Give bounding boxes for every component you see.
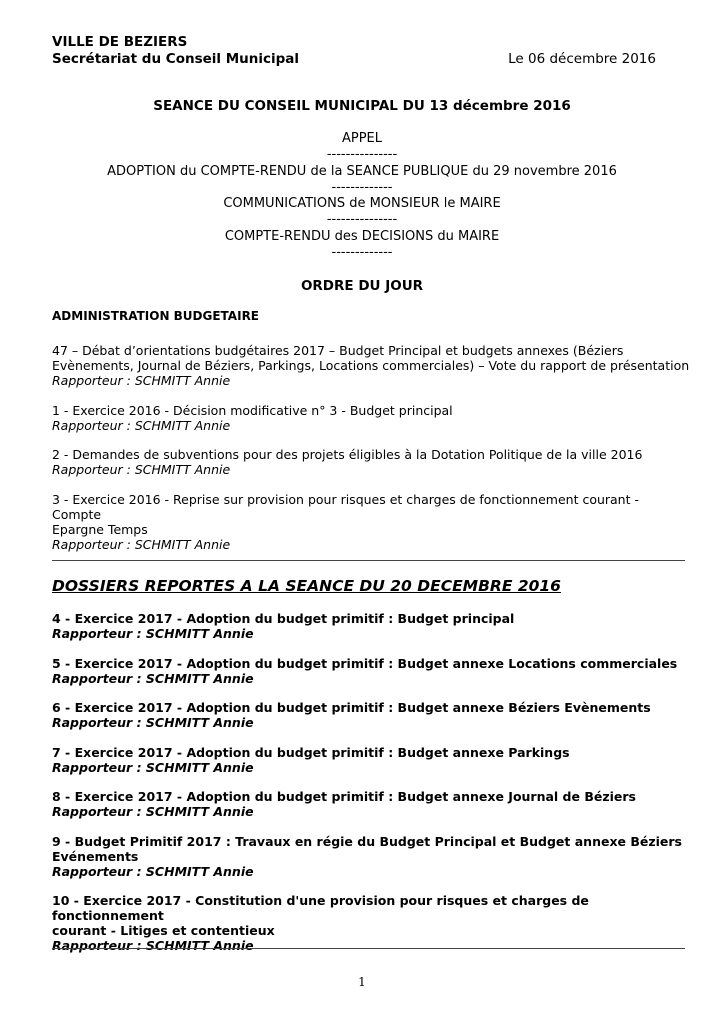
agenda-intro-line: ADOPTION du COMPTE-RENDU de la SEANCE PUBLIQUE du 29 novembre 2016	[107, 163, 617, 179]
reporte-item-line: Evénements	[52, 848, 139, 864]
reporte-item	[52, 834, 692, 879]
secretariat-name: Secrétariat du Conseil Municipal	[52, 51, 300, 67]
reporte-item-line: 8 - Exercice 2017 - Adoption du budget primitif : Budget annexe Journal de Béziers	[52, 789, 636, 804]
document-header	[52, 34, 656, 68]
reporte-item	[52, 893, 692, 953]
agenda-intro-separator: -------------	[331, 179, 393, 195]
rapporteur: Rapporteur : SCHMITT Annie	[52, 462, 231, 477]
rapporteur: Rapporteur : SCHMITT Annie	[52, 670, 254, 686]
agenda-intro-line: COMPTE-RENDU des DECISIONS du MAIRE	[224, 228, 500, 244]
agenda-intro-separator: -------------	[331, 245, 393, 261]
agenda-item-line: 47 – Débat d’orientations budgétaires 2017 – Budget Principal et budgets annexes (Béziers	[52, 343, 624, 358]
agenda-item-line: Evènements, Journal de Béziers, Parkings, Locations commerciales) – Vote du rapport de présentation	[52, 358, 690, 373]
seance-title: SEANCE DU CONSEIL MUNICIPAL DU 13 décembre 2016	[153, 98, 571, 114]
reporte-item-line: 6 - Exercice 2017 - Adoption du budget primitif : Budget annexe Béziers Evènements	[52, 700, 651, 715]
agenda-intro-separator: ---------------	[326, 147, 398, 163]
reportes-items	[52, 611, 692, 968]
rapporteur: Rapporteur : SCHMITT Annie	[52, 938, 254, 953]
reporte-item	[52, 789, 692, 819]
agenda-intro	[0, 131, 724, 261]
section-heading: ADMINISTRATION BUDGETAIRE	[52, 309, 259, 323]
reporte-item-line: courant - Litiges et contentieux	[52, 923, 275, 938]
reportes-heading: DOSSIERS REPORTES A LA SEANCE DU 20 DECEMBRE 2016	[52, 577, 561, 595]
ordre-du-jour-heading: ORDRE DU JOUR	[300, 278, 424, 294]
agenda-item-line: Epargne Temps	[52, 521, 148, 537]
rapporteur: Rapporteur : SCHMITT Annie	[52, 804, 254, 819]
agenda-intro-line: APPEL	[341, 131, 383, 146]
rapporteur: Rapporteur : SCHMITT Annie	[52, 373, 231, 388]
rapporteur: Rapporteur : SCHMITT Annie	[52, 536, 231, 552]
divider	[52, 560, 685, 561]
rapporteur: Rapporteur : SCHMITT Annie	[52, 715, 254, 730]
agenda-item-line: 2 - Demandes de subventions pour des projets éligibles à la Dotation Politique de la ville 2016	[52, 447, 643, 462]
city-name: VILLE DE BEZIERS	[52, 34, 188, 50]
rapporteur: Rapporteur : SCHMITT Annie	[52, 417, 231, 433]
agenda-item-line: 1 - Exercice 2016 - Décision modificative n° 3 - Budget principal	[52, 402, 453, 418]
agenda-intro-separator: ---------------	[326, 212, 398, 228]
agenda-item	[52, 403, 692, 433]
rapporteur: Rapporteur : SCHMITT Annie	[52, 626, 254, 641]
reporte-item-line: 7 - Exercice 2017 - Adoption du budget primitif : Budget annexe Parkings	[52, 744, 570, 760]
agenda-item	[52, 492, 692, 552]
reporte-item-line: 9 - Budget Primitif 2017 : Travaux en régie du Budget Principal et Budget annexe Béziers	[52, 833, 682, 849]
reporte-item	[52, 745, 692, 775]
rapporteur: Rapporteur : SCHMITT Annie	[52, 759, 254, 775]
reporte-item	[52, 611, 692, 641]
agenda-intro-line: COMMUNICATIONS de MONSIEUR le MAIRE	[223, 196, 501, 212]
reporte-item-line: 4 - Exercice 2017 - Adoption du budget primitif : Budget principal	[52, 611, 515, 626]
agenda-item	[52, 447, 692, 477]
agenda-items	[52, 343, 692, 566]
reporte-item-line: 5 - Exercice 2017 - Adoption du budget primitif : Budget annexe Locations commerciales	[52, 655, 678, 671]
reporte-item	[52, 656, 692, 686]
divider	[52, 948, 685, 949]
document-date: Le 06 décembre 2016	[508, 51, 656, 67]
agenda-item-line: 3 - Exercice 2016 - Reprise sur provision pour risques et charges de fonctionnement courant - Compte	[52, 491, 639, 522]
reporte-item-line: 10 - Exercice 2017 - Constitution d'une provision pour risques et charges de fonctionnement	[52, 893, 589, 923]
agenda-item	[52, 343, 692, 388]
rapporteur: Rapporteur : SCHMITT Annie	[52, 863, 254, 879]
reporte-item	[52, 700, 692, 730]
page-number: 1	[358, 975, 366, 989]
